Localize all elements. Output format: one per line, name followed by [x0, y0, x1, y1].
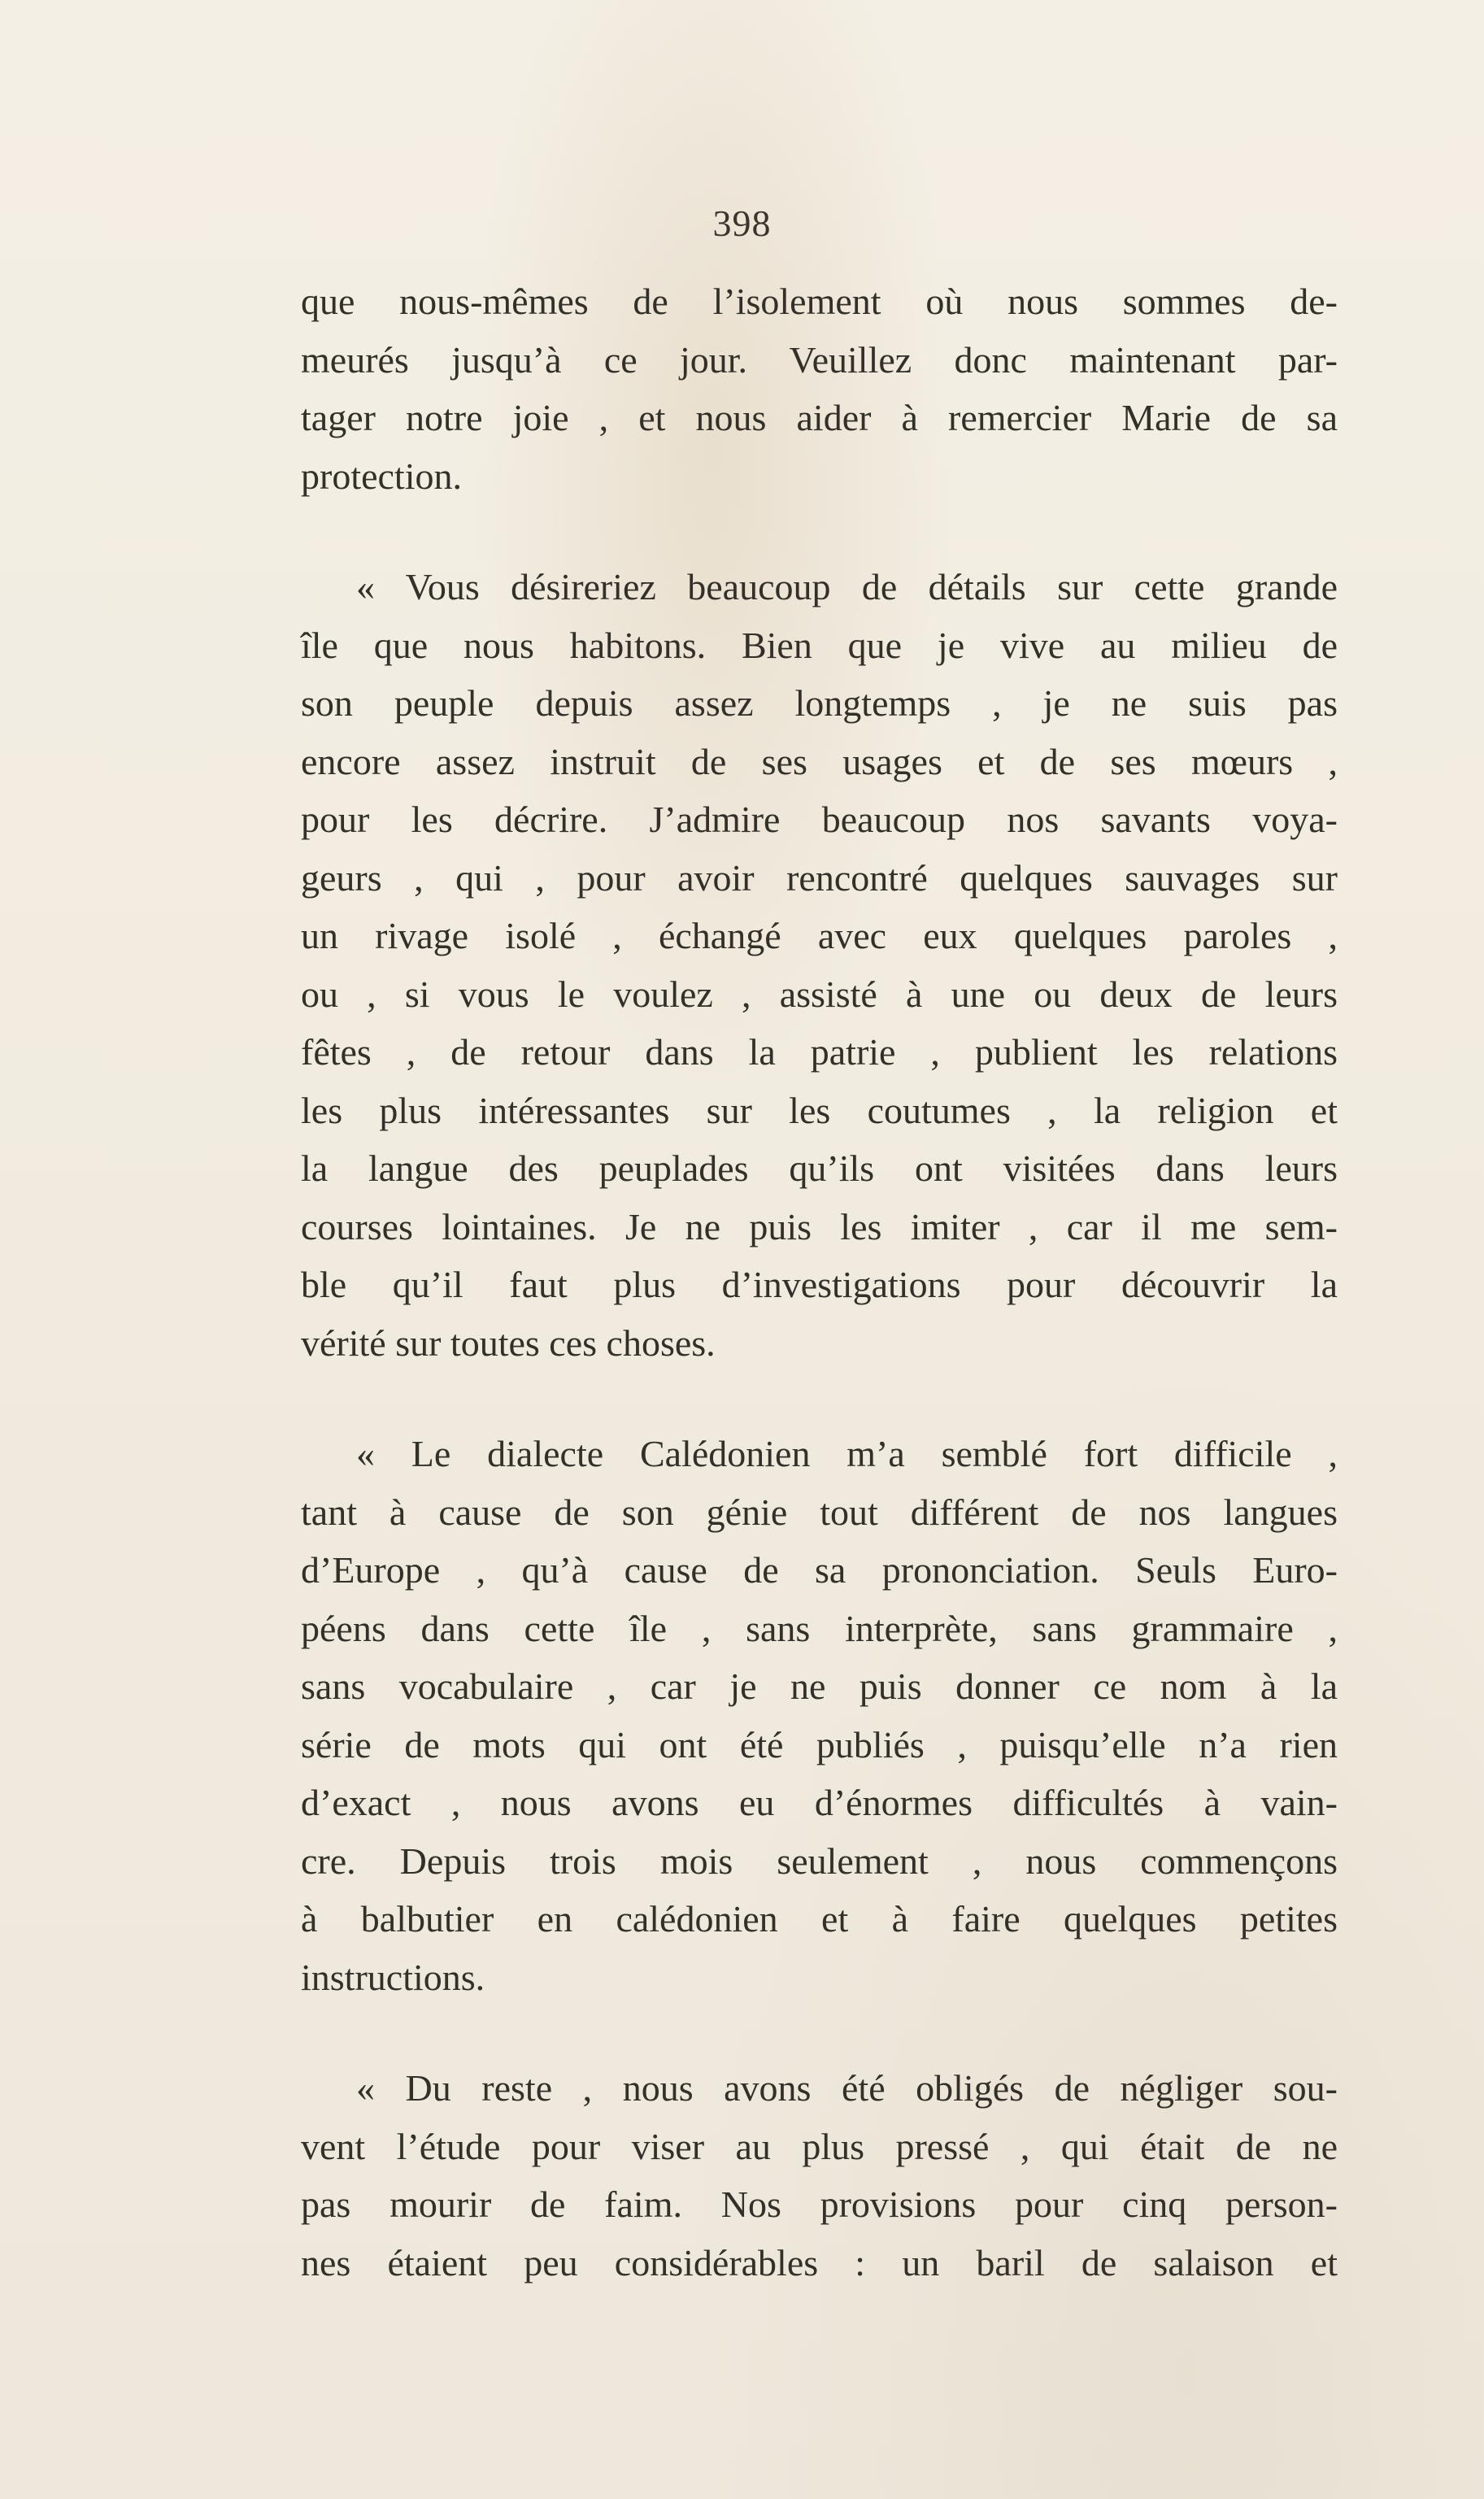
- text-line: « Vous désireriez beaucoup de détails sur cette grande: [356, 566, 1338, 607]
- text-line: pas mourir de faim. Nos provisions pour cinq person-: [301, 2183, 1338, 2225]
- text-line: sans vocabulaire , car je ne puis donner ce nom à la: [301, 1665, 1338, 1707]
- page-number: 398: [712, 202, 772, 244]
- text-line: cre. Depuis trois mois seulement , nous commençons: [301, 1839, 1338, 1882]
- text-line: les plus intéressantes sur les coutumes , la religion et: [301, 1089, 1338, 1131]
- text-line: geurs , qui , pour avoir rencontré quelques sauvages sur: [301, 856, 1338, 899]
- text-line: ble qu’il faut plus d’investigations pour découvrir la: [301, 1264, 1338, 1305]
- text-line: série de mots qui ont été publiés , puisqu’elle n’a rien: [301, 1723, 1338, 1765]
- text-line: île que nous habitons. Bien que je vive au milieu de: [301, 624, 1338, 666]
- text-line: son peuple depuis assez longtemps , je ne suis pas: [301, 682, 1338, 724]
- paragraph-4: [301, 2059, 1338, 2292]
- text-line: vérité sur toutes ces choses.: [301, 1321, 716, 1364]
- body-text: [301, 272, 1338, 2292]
- paragraph-3: [301, 1425, 1338, 2006]
- paragraph-2: [301, 558, 1338, 1372]
- text-line: la langue des peuplades qu’ils ont visitées dans leurs: [301, 1147, 1338, 1189]
- text-line: que nous-mêmes de l’isolement où nous sommes de-: [301, 281, 1338, 322]
- text-line: courses lointaines. Je ne puis les imiter , car il me sem-: [301, 1205, 1338, 1247]
- text-line: instructions.: [301, 1956, 485, 1998]
- text-line: tant à cause de son génie tout différent de nos langues: [301, 1491, 1338, 1533]
- text-line: pour les décrire. J’admire beaucoup nos savants voya-: [301, 799, 1338, 840]
- text-line: fêtes , de retour dans la patrie , publient les relations: [301, 1031, 1338, 1073]
- text-line: encore assez instruit de ses usages et de ses mœurs ,: [301, 740, 1338, 782]
- text-line: ou , si vous le voulez , assisté à une ou deux de leurs: [301, 973, 1338, 1015]
- text-line: péens dans cette île , sans interprète, sans grammaire ,: [301, 1607, 1338, 1649]
- text-line: un rivage isolé , échangé avec eux quelques paroles ,: [301, 915, 1338, 956]
- text-line: d’exact , nous avons eu d’énormes difficultés à vain-: [301, 1782, 1338, 1823]
- text-line: meurés jusqu’à ce jour. Veuillez donc maintenant par-: [301, 338, 1338, 381]
- text-line: à balbutier en calédonien et à faire quelques petites: [301, 1898, 1338, 1940]
- text-line: « Le dialecte Calédonien m’a semblé fort difficile ,: [356, 1433, 1338, 1474]
- paragraph-1: [301, 272, 1338, 505]
- text-line: nes étaient peu considérables : un baril de salaison et: [301, 2241, 1338, 2283]
- text-line: tager notre joie , et nous aider à remercier Marie de sa: [301, 397, 1338, 438]
- text-line: « Du reste , nous avons été obligés de négliger sou-: [356, 2067, 1338, 2109]
- text-line: protection.: [301, 455, 462, 497]
- text-line: vent l’étude pour viser au plus pressé , qui était de ne: [301, 2125, 1338, 2167]
- text-line: d’Europe , qu’à cause de sa prononciation. Seuls Euro-: [301, 1549, 1338, 1591]
